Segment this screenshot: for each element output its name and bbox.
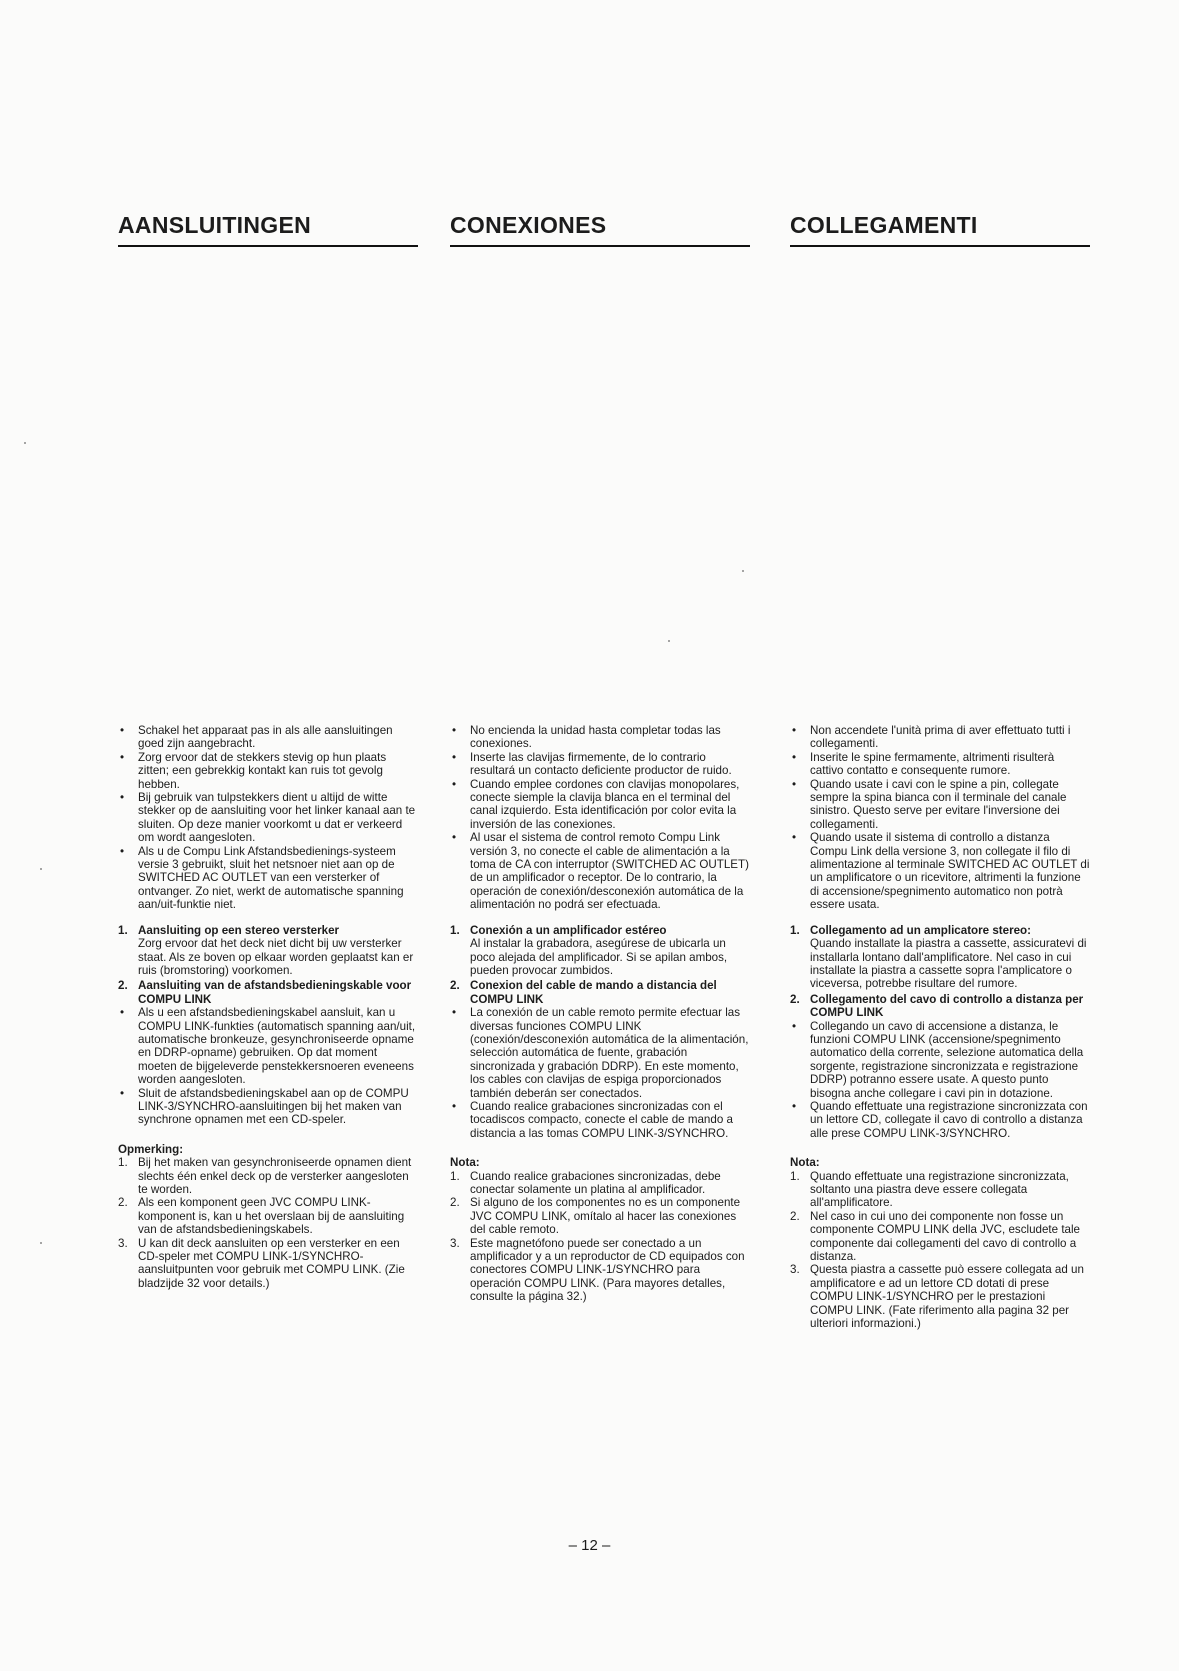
scan-speck [668, 640, 670, 642]
list-item: • Quando usate il sistema di controllo a distanza Compu Link della versione 3, non collegate il filo di alimentazione al terminale SWITCHED AC OUTLET di un amplificatore o un ricevitore, altrimenti la funzione di accensione/spegnimento automatico non potrà essere usata. [790, 831, 1090, 911]
note-item [450, 1196, 750, 1236]
column-content [450, 724, 750, 1304]
numbered-section [118, 924, 418, 1127]
list-item: • Cuando realice grabaciones sincronizadas con el tocadiscos compacto, conecte el cable de mando a distancia a las tomas COMPU LINK-3/SYNCHRO. [450, 1100, 750, 1140]
note-item [118, 1237, 418, 1291]
numbered-item [450, 924, 750, 978]
list-item: • Collegando un cavo di accensione a distanza, le funzioni COMPU LINK (accensione/spegnimento automatico della corrente, selezione automatica della sorgente, registrazione sincronizzata e registrazione DDRP) potranno essere usate. A questo punto bisogna anche collegare i cavi pin in dotazione. [790, 1020, 1090, 1100]
note-item [118, 1196, 418, 1236]
note-item [450, 1237, 750, 1304]
list-item: • La conexión de un cable remoto permite efectuar las diversas funciones COMPU LINK (conexión/desconexión automática de la alimentación, selección automática de fuente, grabación sincronizada y grabación DDRP). En este momento, los cables con clavijas de espiga proporcionados también deberán ser conectados. [450, 1006, 750, 1100]
scan-speck [40, 868, 42, 870]
note-title: Opmerking: [118, 1142, 184, 1156]
numbered-item [118, 979, 418, 1006]
item-title: Aansluiting van de afstandsbedieningskable voor COMPU LINK [138, 979, 412, 1006]
list-item: • Sluit de afstandsbedieningskabel aan op de COMPU LINK-3/SYNCHRO-aansluitingen bij het maken van synchrone opnamen met een CD-speler. [118, 1087, 418, 1127]
numbered-item [790, 924, 1090, 991]
note-number: 1. [790, 1169, 800, 1183]
item-body: Zorg ervoor dat het deck niet dicht bij uw versterker staat. Als ze boven op elkaar worden geplaatst kan er ruis (bromstoring) voorkomen. [138, 937, 414, 977]
note-item [790, 1263, 1090, 1330]
note-number: 1. [450, 1169, 460, 1183]
item-title: Collegamento ad un amplicatore stereo: [810, 923, 1031, 937]
section-heading: CONEXIONES [450, 212, 750, 247]
item-number: 1. [790, 923, 800, 937]
note-text: U kan dit deck aansluiten op een versterker en een CD-speler met COMPU LINK-1/SYNCHRO-aansluitpunten voor gebruik met COMPU LINK. (Zie bladzijde 32 voor details.) [138, 1236, 405, 1290]
note-number: 1. [118, 1156, 128, 1170]
list-item: • Al usar el sistema de control remoto Compu Link versión 3, no conecte el cable de alimentación a la toma de CA con interruptor (SWITCHED AC OUTLET) de un amplificador o receptor. De lo contrario, la operación de conexión/desconexión automática de la alimentación no podrá ser efectuada. [450, 831, 750, 911]
column-spanish [450, 212, 750, 1304]
bullet-list [790, 1020, 1090, 1141]
list-item: • Inserite le spine fermamente, altrimenti risulterà cattivo contatto e consequente rumore. [790, 751, 1090, 778]
note-number: 2. [450, 1196, 460, 1210]
note-number: 2. [118, 1196, 128, 1210]
scan-speck [742, 570, 744, 572]
note-text: Si alguno de los componentes no es un componente JVC COMPU LINK, omítalo al hacer las conexiones del cable remoto. [470, 1196, 741, 1237]
item-title: Conexión a un amplificador estéreo [470, 923, 667, 937]
numbered-section [790, 924, 1090, 1141]
item-number: 2. [790, 992, 800, 1006]
page-number: – 12 – [568, 1537, 611, 1554]
section-heading: AANSLUITINGEN [118, 212, 418, 247]
note-number: 2. [790, 1209, 800, 1223]
bullet-list [450, 1006, 750, 1140]
numbered-section [450, 924, 750, 1141]
list-item: • Inserte las clavijas firmemente, de lo contrario resultará un contacto deficiente productor de ruido. [450, 751, 750, 778]
item-title: Collegamento del cavo di controllo a distanza per COMPU LINK [810, 992, 1084, 1020]
note-title: Nota: [790, 1156, 820, 1170]
note-list [450, 1170, 750, 1304]
bullet-list [450, 724, 750, 912]
item-number: 1. [118, 923, 128, 937]
item-number: 2. [450, 979, 460, 993]
note-text: Este magnetófono puede ser conectado a un amplificador y a un reproductor de CD equipados con conectores COMPU LINK-1/SYNCHRO para operación COMPU LINK. (Para mayores detalles, consulte la página 32.) [470, 1236, 745, 1304]
list-item: • Quando usate i cavi con le spine a pin, collegate sempre la spina bianca con il terminale del canale sinistro. Questo serve per evitare l'inversione dei collegamenti. [790, 778, 1090, 832]
note-list [790, 1170, 1090, 1331]
note-text: Cuando realice grabaciones sincronizadas, debe conectar solamente un platina al amplificador. [470, 1169, 721, 1196]
scan-speck [40, 1242, 42, 1244]
bullet-list [118, 1006, 418, 1127]
item-number: 2. [118, 979, 128, 993]
list-item: • Als u de Compu Link Afstandsbedienings-systeem versie 3 gebruikt, sluit het netsnoer niet aan op de SWITCHED AC OUTLET van een versterker of ontvanger. Zo niet, werkt de automatische spanning aan/uit-funktie niet. [118, 845, 418, 912]
item-number: 1. [450, 923, 460, 937]
numbered-item [790, 993, 1090, 1020]
note-list [118, 1156, 418, 1290]
list-item: • Schakel het apparaat pas in als alle aansluitingen goed zijn aangebracht. [118, 724, 418, 751]
list-item: • Bij gebruik van tulpstekkers dient u altijd de witte stekker op de aansluiting voor het linker kanaal aan te sluiten. Op deze manier voorkomt u dat er verkeerd om wordt aangesloten. [118, 791, 418, 845]
note-text: Questa piastra a cassette può essere collegata ad un amplificatore e ad un lettore CD dotati di prese COMPU LINK-1/SYNCHRO per le prestazioni COMPU LINK. (Fate riferimento alla pagina 32 per ulteriori informazioni.) [810, 1263, 1084, 1331]
note-item [450, 1170, 750, 1197]
column-content [790, 724, 1090, 1330]
list-item: • Als u een afstandsbedieningskabel aansluit, kan u COMPU LINK-funkties (automatisch spanning aan/uit, automatische bronkeuze, gesynchroniseerde opname en DDRP-opname) gebruiken. Op dat moment moeten de bijgeleverde penstekkersnoeren eveneens worden aangesloten. [118, 1006, 418, 1086]
bullet-list [790, 724, 1090, 912]
list-item: • Zorg ervoor dat de stekkers stevig op hun plaats zitten; een gebrekkig kontakt kan ruis tot gevolg hebben. [118, 751, 418, 791]
item-title: Aansluiting op een stereo versterker [138, 923, 340, 937]
column-dutch [118, 212, 418, 1290]
note-text: Als een komponent geen JVC COMPU LINK-komponent is, kan u het overslaan bij de aansluiting van de afstandsbedieningskabels. [138, 1196, 405, 1237]
scan-speck [24, 442, 26, 444]
note-item [118, 1156, 418, 1196]
note-item [790, 1170, 1090, 1210]
note-number: 3. [450, 1236, 460, 1250]
numbered-item [118, 924, 418, 978]
list-item: • Non accendete l'unità prima di aver effettuato tutti i collegamenti. [790, 724, 1090, 751]
note-number: 3. [790, 1263, 800, 1277]
list-item: • Quando effettuate una registrazione sincronizzata con un lettore CD, collegate il cavo di controllo a distanza alle prese COMPU LINK-3/SYNCHRO. [790, 1100, 1090, 1140]
note-number: 3. [118, 1236, 128, 1250]
note-text: Bij het maken van gesynchroniseerde opnamen dient slechts één enkel deck op de versterker aangesloten te worden. [138, 1156, 412, 1196]
item-body: Al instalar la grabadora, asegúrese de ubicarla un poco alejada del amplificador. Si se apilan ambos, pueden provocar zumbidos. [470, 937, 728, 977]
section-heading: COLLEGAMENTI [790, 212, 1090, 247]
note-text: Nel caso in cui uno dei componente non fosse un componente COMPU LINK della JVC, escludete tale componente dai collegamenti del cavo di controllo a distanza. [810, 1209, 1081, 1264]
list-item: • No encienda la unidad hasta completar todas las conexiones. [450, 724, 750, 751]
column-italian [790, 212, 1090, 1331]
list-item: • Cuando emplee cordones con clavijas monopolares, conecte siemple la clavija blanca en el terminal del canal izquierdo. Esta identificación por color evita la inversión de las conexiones. [450, 778, 750, 832]
column-content [118, 724, 418, 1290]
item-title: Conexion del cable de mando a distancia del COMPU LINK [470, 979, 717, 1006]
bullet-list [118, 724, 418, 912]
note-text: Quando effettuate una registrazione sincronizzata, soltanto una piastra deve essere collegata all'amplificatore. [810, 1169, 1069, 1210]
note-title: Nota: [450, 1156, 480, 1170]
item-body: Quando installate la piastra a cassette, assicuratevi di installarla lontano dall'amplificatore. Nel caso in cui installate la piastra a cassette sopra l'amplicatore o viceversa, potrebbe risultare del rumore. [810, 937, 1087, 991]
note-item [790, 1210, 1090, 1264]
numbered-item [450, 979, 750, 1006]
